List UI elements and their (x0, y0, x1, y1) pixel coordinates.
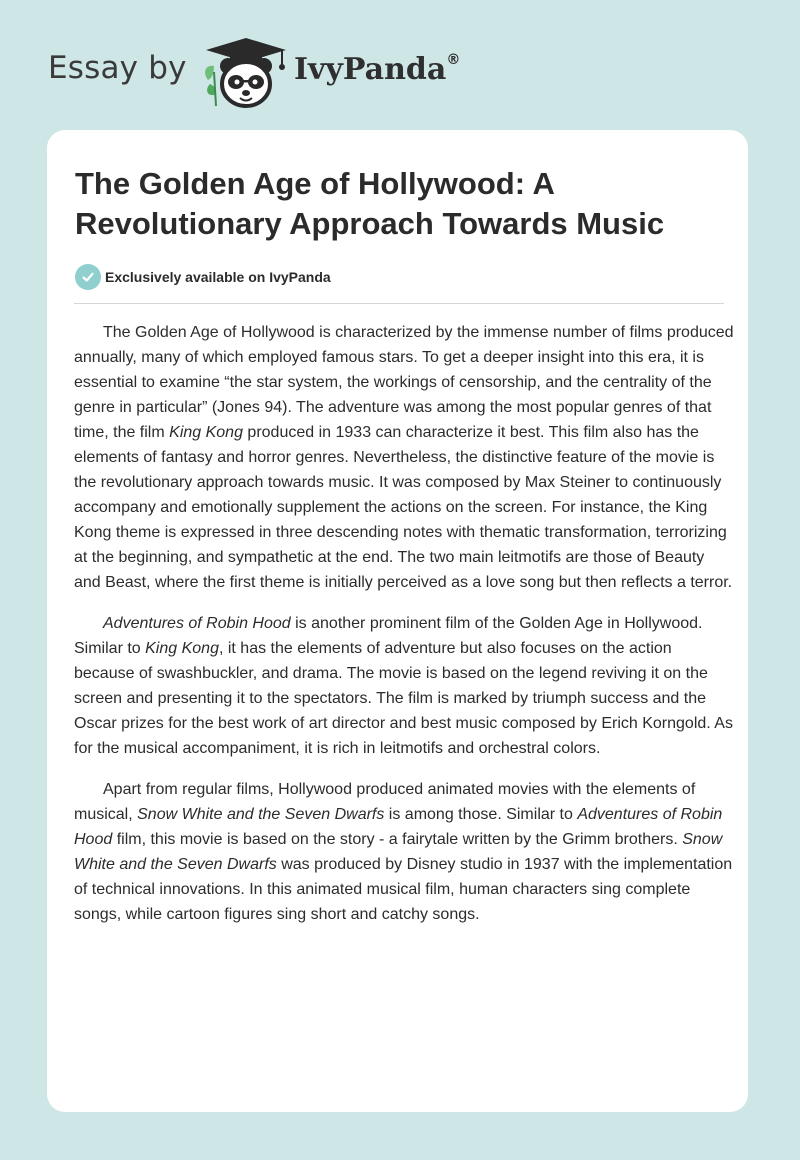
exclusive-badge-label: Exclusively available on IvyPanda (105, 269, 331, 285)
essay-paragraph (74, 777, 734, 927)
film-title-text: Adventures of Robin Hood (103, 615, 291, 632)
film-title-text: Snow White and the Seven Dwarfs (74, 831, 723, 873)
brand-name[interactable] (294, 52, 460, 87)
paragraph-text: is among those. Similar to (384, 806, 578, 823)
paragraph-text: is another prominent film of the Golden Age in Hollywood. Similar to (74, 615, 703, 657)
panda-logo-icon[interactable] (202, 36, 292, 110)
paragraph-text: produced in 1933 can characterize it best. This film also has the elements of fantasy and horror genres. Nevertheless, the distinctive feature of the movie is the revolutionary approach towards music. It was composed by Max Steiner to continuously accompany and emotionally supplement the actions on the screen. For instance, the King Kong theme is expressed in three descending notes with thematic transformation, terrorizing at the beginning, and sympathetic at the end. The two main leitmotifs are those of Beauty and Beast, where the first theme is initially perceived as a love song but then reflects a terror. (74, 424, 733, 591)
paragraph-text: , it has the elements of adventure but also focuses on the action because of swashbuckler, and drama. The movie is based on the legend reviving it on the screen and presenting it to the spectators. The film is marked by triumph success and the Oscar prizes for the best work of art director and best music composed by Erich Korngold. As for the musical accompaniment, it is rich in leitmotifs and orchestral colors. (74, 640, 733, 757)
film-title-text: King Kong (145, 640, 219, 657)
checkmark-icon (75, 264, 101, 290)
paragraph-text: was produced by Disney studio in 1937 with the implementation of technical innovations. In this animated musical film, human characters sing complete songs, while cartoon figures sing short and catchy songs. (74, 856, 733, 923)
title-divider (74, 303, 724, 304)
paragraph-text: film, this movie is based on the story - a fairytale written by the Grimm brothers. (112, 831, 683, 848)
essay-body (74, 320, 734, 943)
essay-paragraph (74, 611, 734, 761)
brand-name-text: IvyPanda (294, 52, 447, 87)
essay-by-label: Essay by (48, 50, 187, 86)
exclusive-badge (75, 264, 331, 290)
paragraph-text: The Golden Age of Hollywood is characterized by the immense number of films produced annually, many of which employed famous stars. To get a deeper insight into this era, it is essential to examine “the star system, the workings of censorship, and the centrality of the genre in particular” (Jones 94). The adventure was among the most popular genres of that time, the film (74, 324, 734, 441)
paragraph-text: Apart from regular films, Hollywood produced animated movies with the elements of musical, (74, 781, 696, 823)
film-title-text: Snow White and the Seven Dwarfs (137, 806, 385, 823)
film-title-text: Adventures of Robin Hood (74, 806, 723, 848)
registered-mark: ® (446, 52, 461, 68)
essay-paragraph (74, 320, 734, 595)
essay-card (47, 130, 748, 1112)
film-title-text: King Kong (169, 424, 243, 441)
essay-title: The Golden Age of Hollywood: A Revolutionary Approach Towards Music (75, 166, 665, 241)
site-header (0, 0, 800, 130)
